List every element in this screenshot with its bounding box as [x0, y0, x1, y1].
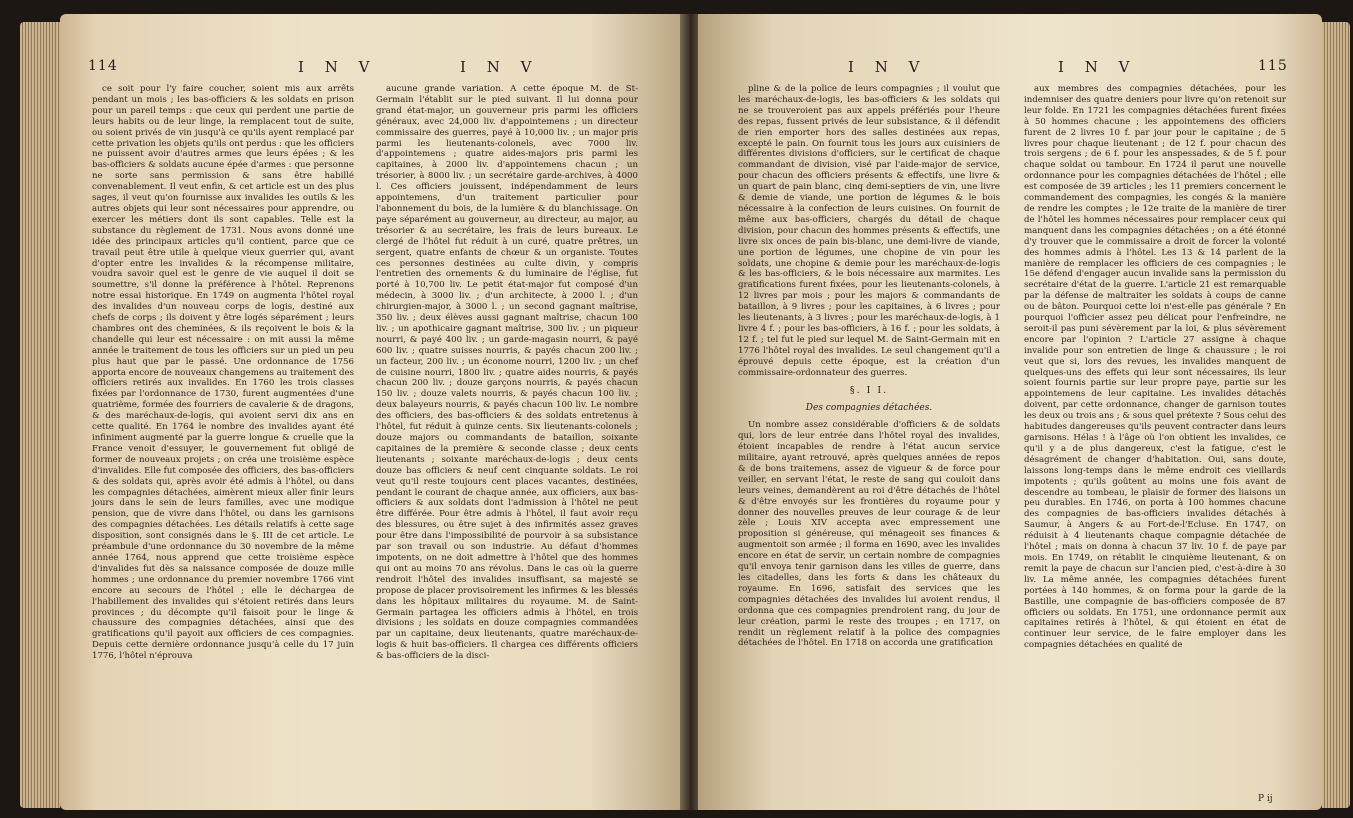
right-running-head: I N V	[848, 58, 928, 76]
right-column-1	[738, 84, 1000, 649]
right-header	[698, 58, 1322, 80]
right-running-head-right: I N V	[1058, 58, 1138, 76]
left-running-head: I N V	[298, 58, 378, 76]
right-col1-text: pline & de la police de leurs compagnies ; il voulut que les maréchaux-de-logis, les bas-officiers & les soldats qui ne se trouveroient pas aux appels préfériés pour l'heure des repas, fussent privés de leur subsistance, & il défendit de rien emporter hors des salles destinées aux repas, excepté le pain. On fournit tous les jours aux cuisiniers de différentes divisions d'officiers, sur le certificat de chaque commandant de division, visé par l'aide-major de service, pour chacun des officiers présents & effectifs, une livre & un quart de pain blanc, cinq demi-septiers de vin, une livre & demie de viande, une portion de légumes & le bois nécessaire à la confection de leurs cuisines. On fournit de même aux bas-officiers, chargés du détail de chaque division, pour chacun des hommes présents & effectifs, une livre six onces de pain bis-blanc, une demi-livre de viande, une portion de légumes, une chopine de vin pour les soldats, une chopine & demie pour les maréchaux-de-logis & les bas-officiers, & le bois nécessaire aux marmites. Les gratifications furent fixées, pour les lieutenants-colonels, à 12 livres par mois ; pour les majors & commandants de bataillon, à 9 livres ; pour les capitaines, à 6 livres ; pour les lieutenants, à 3 livres ; pour les maréchaux-de-logis, à 1 livre 4 f. ; pour les bas-officiers, à 16 f. ; pour les soldats, à 12 f. ; tel fut le pied sur lequel M. de Saint-Germain mit en 1776 l'hôtel royal des invalides. Le seul changement qu'il a éprouvé depuis cette époque, est la création d'un commissaire-ordonnateur des guerres.	[738, 84, 1000, 378]
left-column-1	[92, 84, 354, 662]
left-header	[60, 58, 684, 80]
left-page-number: 114	[88, 58, 118, 74]
right-page	[698, 14, 1322, 810]
page-edges-left	[20, 22, 60, 808]
open-book	[60, 14, 1322, 810]
left-col2-text: aucune grande variation. A cette époque M. de St-Germain l'établit sur le pied suivant. Il lui donna pour grand état-major, un gouverneur pris parmi les officiers généraux, avec 24,000 liv. d'appointemens ; un directeur commissaire des guerres, payé à 10,000 liv. ; un major pris parmi les lieutenants-colonels, avec 7000 liv. d'appointemens ; quatre aides-majors pris parmi les capitaines, à 2000 liv. d'appointemens chacun ; un trésorier, à 8000 liv. ; un secrétaire garde-archives, à 4000 l. Ces officiers jouissent, indépendamment de leurs appointemens, d'un traitement particulier pour l'abonnement du bois, de la lumière & du blanchissage. On paye séparément au gouverneur, au directeur, au major, au trésorier & au secrétaire, les frais de leurs bureaux. Le clergé de l'hôtel fut réduit à un curé, quatre prêtres, un sergent, quatre enfants de chœur & un organiste. Toutes ces personnes destinées au culte divin, y compris l'entretien des ornements & du luminaire de l'église, fut porté à 10,700 liv. Le petit état-major fut composé d'un médecin, à 3000 liv. ; d'un architecte, à 2000 l. ; d'un chirurgien-major, à 3000 l. ; un second gagnant maîtrise, 350 liv. ; deux élèves aussi gagnant maîtrise, chacun 100 liv. ; un apothicaire gagnant maîtrise, 300 liv. ; un piqueur nourri, & payé 400 liv. ; un garde-magasin nourri, & payé 600 liv. ; quatre suisses nourris, & payés chacun 200 liv. ; un facteur, 200 liv. ; un économe nourri, 1200 liv. ; un chef de cuisine nourri, 1800 liv. ; quatre aides nourris, & payés chacun 200 liv. ; douze garçons nourris, & payés chacun 150 liv. ; douze valets nourris, & payés chacun 100 liv. ; deux balayeurs nourris, & payés chacun 100 liv. Le nombre des officiers, des bas-officiers & des soldats entretenus à l'hôtel, fut réduit à quinze cents. Six lieutenants-colonels ; douze majors ou commandants de bataillon, soixante capitaines de la première & seconde classe ; deux cents lieutenants ; soixante maréchaux-de-logis ; deux cents douze bas officiers & neuf cent cinquante soldats. Le roi veut qu'il reste toujours cent places vacantes, destinées, pendant le courant de chaque année, aux officiers, aux bas-officiers & aux soldats dont l'admission à l'hôtel ne peut être différée. Pour être admis à l'hôtel, il faut avoir reçu des blessures, ou être sujet à des infirmités assez graves pour être dans l'impossibilité de pourvoir à sa subsistance par son travail ou son industrie. Au défaut d'hommes impotents, on ne doit admettre à l'hôtel que des hommes qui ont au moins 70 ans révolus. Dans le cas où la guerre rendroit l'hôtel des invalides insuffisant, sa majesté se propose de placer provisoirement les infirmes & les blessés dans les hôpitaux militaires du royaume. M. de Saint-Germain partagea les officiers admis à l'hôtel, en trois divisions ; les soldats en douze compagnies commandées par un capitaine, deux lieutenants, quatre maréchaux-de-logis & huit bas-officiers. Il chargea ces différents officiers & bas-officiers de la disci-	[376, 84, 638, 662]
left-running-head-right: I N V	[460, 58, 540, 76]
page-edges-right	[1322, 22, 1350, 808]
left-col1-text: ce soit pour l'y faire coucher, soient mis aux arrêts pendant un mois ; les bas-officiers & les soldats en prison pour un pareil temps : que ceux qui perdent une partie de leurs habits ou de leur linge, la remplacent tout de suite, ou soient privés de vin jusqu'à ce qu'ils ayent remplacé par cette privation les objets qu'ils ont perdus : que les officiers ne puissent avoir d'autres armes que leurs épées ; & les bas-officiers & soldats aucune épée d'armes : que personne ne sorte sans permission & sans être habillé convenablement. Il veut enfin, & cet article est un des plus sages, il veut qu'on fournisse aux invalides les outils & les autres objets qui leur sont nécessaires pour apprendre, ou exercer les métiers dont ils sont capables. Telle est la substance du règlement de 1731. Nous avons donné une idée des principaux articles qu'il contient, parce que ce travail peut être utile à quelque vieux guerrier qui, avant d'opter entre les invalides & la récompense militaire, voudra savoir quel est le genre de vie auquel il doit se soumettre, s'il donne la préférence à l'hôtel. Reprenons notre essai historique. En 1749 on augmenta l'hôtel royal des invalides d'un nouveau corps de logis, destiné aux chefs de corps ; ils doivent y être logés séparément ; leurs chambres ont des cheminées, & ils reçoivent le bois & la chandelle qui leur est nécessaire : on mit aussi la même année le traitement de tous les officiers sur un pied un peu plus haut que par le passé. Une ordonnance de 1756 apporta encore de nouveaux changemens au traitement des officiers retirés aux invalides. En 1760 les trois classes fixées par l'ordonnance de 1730, furent augmentées d'une quatrième, formée des fourriers de cavalerie & de dragons, & des maréchaux-de-logis, qui avoient servi dix ans en cette qualité. En 1764 le nombre des invalides ayant été infiniment augmenté par la guerre longue & cruelle que la France venoit d'essuyer, le gouvernement fut obligé de former de nouveaux projets ; on créa une troisième espèce d'invalides. Elle fut composée des officiers, des bas-officiers & des soldats qui, après avoir été admis à l'hôtel, ou dans les compagnies détachées, aimèrent mieux aller finir leurs jours dans le sein de leurs familles, avec une modique pension, que de vivre dans l'hôtel, ou dans les garnisons des compagnies détachées. Les détails relatifs à cette sage disposition, sont consignés dans le §. III de cet article. Le préambule d'une ordonnance du 30 novembre de la même année 1764, nous apprend que cette troisième espèce d'invalides fut dès sa naissance composée de douze mille hommes ; une ordonnance du premier novembre 1766 vint encore au secours de l'hôtel ; elle le déchargea de l'habillement des invalides qui s'étoient retirés dans leurs provinces ; du décompte qu'il faisoit pour le linge & chaussure des compagnies détachées, ainsi que des gratifications qu'il payoit aux officiers de ces compagnies. Depuis cette dernière ordonnance jusqu'à celle du 17 juin 1776, l'hôtel n'éprouva	[92, 84, 354, 662]
section-subheading: Des compagnies détachées.	[805, 403, 933, 414]
signature-mark: P ij	[1258, 794, 1273, 804]
section-heading: §. I I.	[849, 385, 889, 397]
left-page	[60, 14, 684, 810]
right-column-2	[1024, 84, 1286, 651]
right-col2-text: aux membres des compagnies détachées, pour les indemniser des quatre deniers pour livre qu'on retenoit sur leur folde. En 1721 les compagnies détachées furent fixées à 50 hommes chacune ; les appointemens des officiers furent de 2 livres 10 f. par jour pour le capitaine ; de 5 livres pour chaque lieutenant ; de 12 f. pour chacun des trois sergens ; de 6 f. pour les anspessades, & de 5 f. pour chaque soldat ou tambour. En 1724 il parut une nouvelle ordonnance pour les compagnies détachées de l'hôtel ; elle est composée de 39 articles ; les 11 premiers concernent le commandement des compagnies, les congés & la manière de rendre les comptes ; le 12e traite de la manière de tirer de l'hôtel les hommes nécessaires pour remplacer ceux qui manquent dans les compagnies détachées ; on a été étonné d'y trouver que le commissaire a droit de forcer la volonté des hommes admis à l'hôtel. Les 13 & 14 parlent de la manière de remplacer les officiers de ces compagnies ; le 15e défend d'engager aucun invalide sans la permission du secrétaire d'état de la guerre. L'article 21 est remarquable par la défense de maltraiter les soldats à coups de canne ou de bâton. Pourquoi cette loi n'est-elle pas générale ? En pourquoi l'officier assez peu délicat pour l'enfreindre, ne seroit-il pas puni sévèrement par la loi, & plus sévèrement encore par l'opinion ? L'article 27 assigne à chaque invalide pour son entretien de linge & chaussure ; le roi veut que si, lors des revues, les invalides manquent de quelques-uns des effets qui leur sont nécessaires, ils leur soient fournis partie sur leur propre paye, partie sur les appointemens de leur capitaine. Les invalides détachés doivent, par cette ordonnance, changer de garnison toutes les deux ou trois ans ; & sous quel prétexte ? Sous celui des habitudes dangereuses qu'ils peuvent contracter dans leurs garnisons. Hélas ! à l'âge où l'on obtient les invalides, ce qu'il y a de plus dangereux, c'est la fatigue, c'est le désagrément de changer d'habitation. Oui, sans doute, laissons long-temps dans le même endroit ces vieillards impotents ; qu'ils goûtent au moins une fois avant de descendre au tombeau, le plaisir de former des liaisons un peu durables. En 1746, on porta à 100 hommes chacune des compagnies de bas-officiers invalides détachés à Saumur, à Angers & au Fort-de-l'Ecluse. En 1747, on réduisit à 4 lieutenants chaque compagnie détachée de l'hôtel ; mais on donna à chacun 37 liv. 10 f. de paye par mois. En 1749, on rétablit le cinquième lieutenant, & on remit la paye de chacun sur l'ancien pied, c'est-à-dire à 30 liv. La même année, les compagnies détachées furent portées à 140 hommes, & on forma pour la garde de la Bastille, une compagnie de bas-officiers composée de 87 officiers ou soldats. En 1751, une ordonnance permit aux capitaines retirés à l'hôtel, & qui étoient en état de continuer leur service, de le faire employer dans les compagnies détachées en qualité de	[1024, 84, 1286, 651]
left-column-2	[376, 84, 638, 662]
right-col1b-text: Un nombre assez considérable d'officiers & de soldats qui, lors de leur entrée dans l'hôtel royal des invalides, étoient incapables de rendre à l'état aucun service militaire, ayant retrouvé, après quelques années de repos & de bons traitemens, assez de vigueur & de force pour veiller, en servant l'état, le reste de sang qui couloit dans leurs veines, demandèrent au roi d'être détachés de l'hôtel & d'être envoyés sur les frontières du royaume pour y donner des nouvelles preuves de leur courage & de leur zèle ; Louis XIV accepta avec empressement une proposition si généreuse, qui ménageoit ses finances & augmentoit son armée ; il forma en 1690, avec les invalides encore en état de servir, un certain nombre de compagnies qu'il envoya tenir garnison dans les villes de guerre, dans les citadelles, dans les forts & dans les châteaux du royaume. En 1696, satisfait des services que les compagnies détachées des invalides lui avoient rendus, il ordonna que ces compagnies prendroient rang, du jour de leur création, parmi le reste des troupes ; en 1717, on rendit un règlement relatif à la police des compagnies détachées de l'hôtel. En 1718 on accorda une gratification	[738, 420, 1000, 649]
right-page-number: 115	[1258, 58, 1288, 74]
